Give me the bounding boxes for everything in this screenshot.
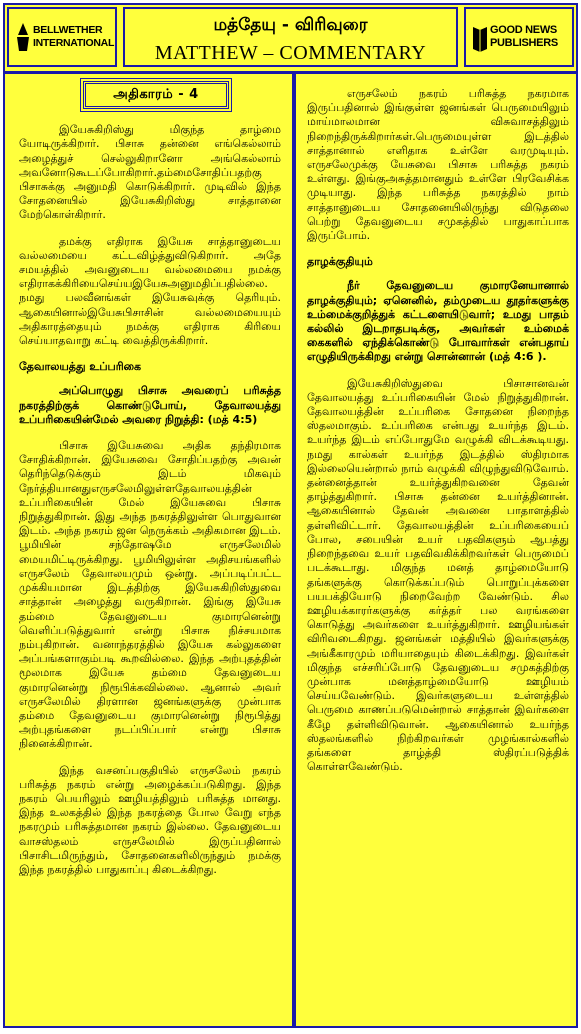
right-paragraph-1: எருசலேம் நகரம் பரிசுத்த நகரமாக இருப்பதினால் இங்குள்ள ஜனங்கள் பெருமையிலும் மாய்மாலமான விசுவாசத்திலும் நிறைந்திருக்கிறார்கள்.பெருமையுள்ள இடத்தில் சாத்தானால் எளிதாக உள்ளே வரமுடியும். எருசலேமுக்கு யேசுவை பிசாசு பரிசுத்த நகரம் உள்ளது. இங்குஅசுத்தமானதும் உள்ளே பிரவேசிக்க முடியாது. இந்த பரிசுத்த நகரத்தில் நாம் சாத்தானுடைய சோதனையிலிருந்து விடுதலை பெற்று தேவனுடைய சமுகத்தில் பாதுகாப்பாக இருப்போம். xyxy=(307,87,569,243)
right-section-heading: தாழக்குதியும் xyxy=(307,255,373,269)
right-scripture-quote: நீர் தேவனுடைய குமாரனேயானால் தாழக்குதியும்; ஏனெனில், தம்முடைய தூதர்களுக்கு உம்மைக்குறித்துக் கட்டளையிடுவார்; உமது பாதம் கல்லில் இடறாதபடிக்கு, அவர்கள் உம்மைக் கைகளில் ஏந்திக்கொண்டு போவார்கள் என்பதாய் எழுதியிருக்கிறது என்று சொன்னான் (மத் 4:6 ). xyxy=(307,279,569,364)
left-paragraph-4: இந்த வசனப்பகுதியில் எருசலேம் நகரம் பரிசுத்த நகரம் என்று அழைக்கப்படுகிறது. இந்த நகரம் பெயரிலும் ஊழியத்திலும் பரிசுத்த மானது. இந்த உலகத்தில் இந்த நகரத்தை போல வேறு எந்த நகரமும் பரிசுத்தமான நகரம் இல்லை. தேவனுடைய வாசஸ்தலம் எருசலேமில் இருப்பதினால் பிசாசிடமிருந்தும், சோதனைகளிலிருந்தும் நமக்கு இந்த நகரத்தில் பாதுகாப்பு கிடைக்கிறது. xyxy=(19,763,281,876)
bell-icon xyxy=(15,21,31,55)
good-news-logo xyxy=(464,7,574,67)
right-paragraph-2: இயேசுகிறிஸ்துவை பிசாசானவன் தேவாலயத்து உப்பரிகையின் மேல் நிறுத்துகிறான். தேவாலயத்தின் உப்பரிகை சோதனை நிறைந்த ஸ்தலமாகும். உப்பரிகை என்பது உயர்ந்த இடம். உயர்ந்த இடம் எப்போதுமே வழுக்கி விடக்கூடியது. நமது கால்கள் உயர்ந்த இடத்தில் ஸ்திரமாக இல்லையென்றால் நாம் வழுக்கி விழுந்துவிடுவோம். தன்னைத்தான் உயர்த்துகிறவனை தேவன் தாழ்த்துகிறார். பிசாசு தன்னை உயர்த்தினான். ஆகையினால் தேவன் அவனை பாதாளத்தில் தள்ளிவிட்டார். தேவாலயத்தின் உப்பரிகையைப் போல, சபையின் உயர் பதவிகளும் ஆபத்து நிறைந்தவை உயர் பதவிவகிக்கிறவர்கள் பெருமைப் படக்கூடாது. மிகுந்த மனத் தாழ்மையோடு தங்களுக்கு கொடுக்கப்படும் பொறுப்புக்களை பயபக்தியோடு நிறைவேற்ற வேண்டும். சில ஊழியக்காரர்களுக்கு கர்த்தர் பல வரங்களை கொடுத்து அவர்களை உயர்த்துகிறார். ஊழியங்கள் விரிவடைகிறது. ஜனங்கள் மத்தியில் இவர்களுக்கு அங்கீகாரமும் மரியாதையும் கிடைக்கிறது. இவர்கள் மிகுந்த எச்சரிப்போடு தேவனுடைய சமுகத்திற்கு முன்பாக மனத்தாழ்மையோடு ஊழியம் செய்யவேண்டும். இவர்களுடைய உள்ளத்தில் பெருமை காணப்படுமென்றால் சாத்தான் இவர்களை கீழே தள்ளிவிடுவான். ஆகையினால் உயர்ந்த ஸ்தலங்களில் நிற்கிறவர்கள் முழங்கால்களில் தங்களை தாழ்த்தி ஸ்திரப்படுத்திக் கொள்ளவேண்டும். xyxy=(307,376,569,774)
left-paragraph-1: இயேசுகிறிஸ்து மிகுந்த தாழ்மை யோடிருக்கிறார். பிசாசு தன்னை எங்கெல்லாம் அழைத்துச் செல்லுகிறானோ அங்கெல்லாம் அவனோடுகூடப்போகிறார்.தம்மைசோதிப்பதற்கு பிசாசுக்கு அனுமதி கொடுக்கிறார். முடிவில் இந்த சோதனையில் இயேசுகிறிஸ்து சாத்தானை மேற்கொள்கிறார். xyxy=(19,123,281,222)
column-divider xyxy=(292,73,296,1026)
logo-left-line-1: BELLWETHER xyxy=(33,24,103,36)
left-paragraph-2: தமக்கு எதிராக இயேசு சாத்தானுடைய வல்லமையை கட்டவிழ்த்துவிடுகிறார். அதே சமயத்தில் அவனுடைய வல்லமையை நமக்கு எதிராகக்கிரியைசெய்யஇயேசுஅனுமதிப்பதில்லை. நமது பலவீனங்கள் இயேசுவுக்கு தெரியும். ஆகையினால்இயேசுபிசாசின் வல்லமையையும் அதிகாரத்தையும் நமக்கு எதிராக கிரியை செய்யாதவாறு கட்டி வைத்திருக்கிறார். xyxy=(19,234,281,348)
logo-right-line-1: GOOD NEWS xyxy=(490,24,557,36)
left-paragraph-3: பிசாசு இயேசுவை அதிக தந்திரமாக சோதிக்கிறான். இயேசுவை சோதிப்பதற்கு அவன் தெரிந்தெடுக்கும் இடம் மிகவும் நேர்த்தியானதுஎருசலேமிலுள்ளதேவாலயத்தின் உப்பரிகையின் மேல் இயேசுவை பிசாசு நிறுத்துகிறான். இது அந்த நகரத்திலுள்ள பொதுவான இடம். அந்த நகரம் ஜன நெருக்கம் அதிகமான இடம். பூமியின் சந்தோஷமே எருசலேமில் மையமிட்டிருக்கிறது. பூமியிலுள்ள அதிசயங்களில் எருசலேம் தேவாலயமும் ஒன்று. அப்படிப்பட்ட முக்கியமான இடத்திற்கு இயேசுகிறிஸ்துவை சாத்தான் அழைத்து வருகிறான். இங்கு இயேசு தம்மை தேவனுடைய குமாரனென்று வெளிப்படுத்துவார் என்று பிசாசு நிச்சயமாக நம்புகிறான். வனாந்தரத்தில் இயேசு கல்லுகளை அப்பங்களாகும்படி கூறவில்லை. இந்த அற்புதத்தின் மூலமாக இயேசு தம்மை தேவனுடைய குமாரனென்று நிரூபிக்கவில்லை. ஆனால் அவர் எருசலேமில் திரளான ஜனங்களுக்கு முன்பாக தம்மை தேவனுடைய குமாரனென்று நிரூபித்து அற்புதங்களை நடப்பிப்பார் என்று பிசாசு நினைக்கிறான். xyxy=(19,439,281,751)
logo-left-line-2: INTERNATIONAL xyxy=(33,37,115,49)
title-box xyxy=(123,7,458,67)
page xyxy=(3,3,578,1028)
title-tamil: மத்தேயு - விரிவுரை xyxy=(213,15,368,35)
left-section-heading: தேவாலயத்து உப்பரிகை xyxy=(19,360,142,374)
left-column xyxy=(19,77,281,889)
chapter-label: அதிகாரம் - 4 xyxy=(83,81,229,109)
bellwether-logo xyxy=(7,7,117,67)
logo-right-line-2: PUBLISHERS xyxy=(490,37,558,49)
left-scripture-quote: அப்பொழுது பிசாசு அவரைப் பரிசுத்த நகரத்திற்குக் கொண்டுபோய், தேவாலயத்து உப்பரிகையின்மேல் அவரை நிறுத்தி: (மத் 4:5) xyxy=(19,384,281,426)
title-english: MATTHEW – COMMENTARY xyxy=(154,42,427,64)
book-icon xyxy=(472,21,488,55)
right-column xyxy=(307,87,569,786)
good-news-logo-text xyxy=(490,24,558,50)
bellwether-logo-text xyxy=(33,24,114,50)
header xyxy=(5,5,576,74)
